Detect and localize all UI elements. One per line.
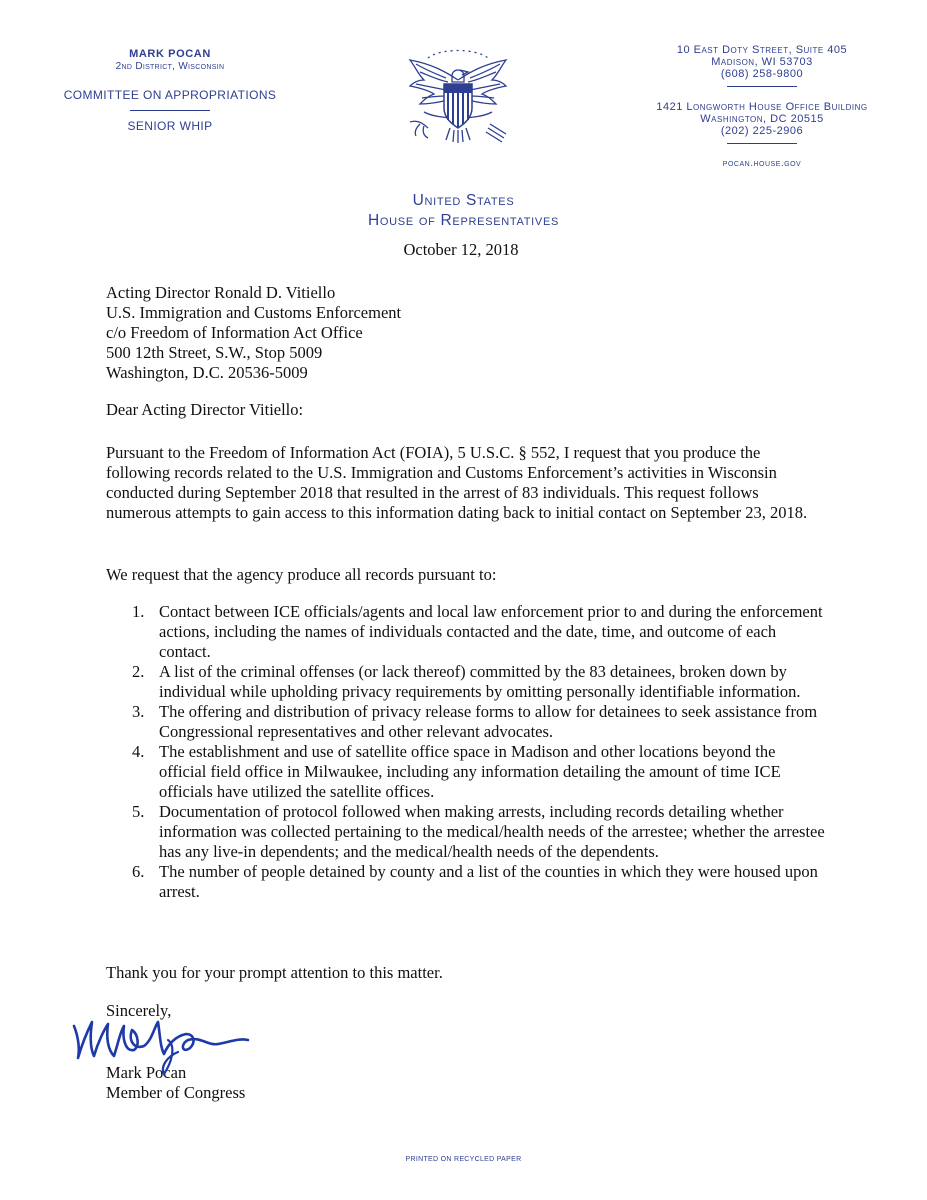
divider (727, 143, 797, 144)
list-item-number: 5. (132, 802, 145, 821)
recipient-address (106, 283, 401, 383)
leadership-role: SENIOR WHIP (127, 119, 213, 133)
house-title-line2: House of Representatives (367, 212, 560, 229)
list-item (106, 742, 826, 802)
member-district: 2nd District, Wisconsin (115, 61, 225, 72)
list-item-number: 1. (132, 602, 145, 621)
list-item (106, 602, 826, 662)
list-item-text: The offering and distribution of privacy release forms to allow for detainees to seek assistance from Congressional representatives and other relevant advocates. (159, 702, 818, 741)
recipient-line: U.S. Immigration and Customs Enforcement (106, 303, 402, 322)
committee-name: COMMITTEE ON APPROPRIATIONS (63, 88, 277, 102)
divider (727, 86, 797, 87)
house-seal-eagle-icon (398, 42, 518, 146)
house-title-line1: United States (412, 192, 515, 209)
request-list (106, 602, 826, 902)
letterhead-member-block (40, 46, 300, 133)
list-item (106, 702, 826, 742)
salutation: Dear Acting Director Vitiello: (106, 400, 304, 419)
signer-title: Member of Congress (106, 1083, 246, 1102)
footer-recycled: PRINTED ON RECYCLED PAPER (405, 1156, 522, 1163)
request-intro: We request that the agency produce all records pursuant to: (106, 565, 497, 584)
recipient-line: Washington, D.C. 20536-5009 (106, 363, 308, 382)
closing: Sincerely, (106, 1001, 172, 1020)
list-item-text: Contact between ICE officials/agents and local law enforcement prior to and during the enforcement actions, including the names of individuals contacted and the date, time, and outcome of each contact. (159, 602, 823, 661)
list-item-number: 6. (132, 862, 145, 881)
list-item-number: 2. (132, 662, 145, 681)
thanks-line: Thank you for your prompt attention to this matter. (106, 963, 443, 982)
list-item-text: A list of the criminal offenses (or lack thereof) committed by the 83 detainees, broken down by individual while upholding privacy requirements by omitting personally identifiable information. (159, 662, 801, 701)
dc-office-line1: 1421 Longworth House Office Building (656, 101, 868, 113)
member-name: MARK POCAN (129, 48, 211, 60)
district-office-phone: (608) 258-9800 (720, 68, 804, 80)
district-office-line1: 10 East Doty Street, Suite 405 (676, 44, 848, 56)
recipient-line: 500 12th Street, S.W., Stop 5009 (106, 343, 323, 362)
district-office-line2: Madison, WI 53703 (711, 56, 813, 68)
list-item-text: Documentation of protocol followed when making arrests, including records detailing whether information was collected pertaining to the medical/health needs of the arrestee; whether the arrestee has any live-in dependents; and the medical/health needs of the dependents. (159, 802, 825, 861)
list-item (106, 662, 826, 702)
list-item-text: The number of people detained by county and a list of the counties in which they were housed upon arrest. (159, 862, 818, 901)
list-item-number: 4. (132, 742, 145, 761)
list-item (106, 802, 826, 862)
list-item-number: 3. (132, 702, 145, 721)
house-title (0, 191, 927, 231)
recipient-line: Acting Director Ronald D. Vitiello (106, 283, 336, 302)
body-paragraph: Pursuant to the Freedom of Information Act (FOIA), 5 U.S.C. § 552, I request that you produce the following records related to the U.S. Immigration and Customs Enforcement’s activities in Wisconsin conducted during September 2018 that resulted in the arrest of 83 individuals. This request follows numerous attempts to gain access to this information dating back to initial contact on September 23, 2018. (106, 443, 808, 522)
signer-name: Mark Pocan (106, 1063, 187, 1082)
divider (130, 110, 210, 111)
list-item (106, 862, 826, 902)
dc-office-phone: (202) 225-2906 (720, 125, 804, 137)
list-item-text: The establishment and use of satellite office space in Madison and other locations beyond the official field office in Milwaukee, including any information detailing the amount of time ICE officials have utilized the satellite offices. (159, 742, 781, 801)
handwritten-signature (68, 1000, 258, 1080)
letter-date: October 12, 2018 (403, 240, 519, 259)
website: pocan.house.gov (722, 158, 802, 169)
dc-office-line2: Washington, DC 20515 (700, 113, 824, 125)
letterhead-offices-block (612, 44, 912, 170)
recipient-line: c/o Freedom of Information Act Office (106, 323, 363, 342)
